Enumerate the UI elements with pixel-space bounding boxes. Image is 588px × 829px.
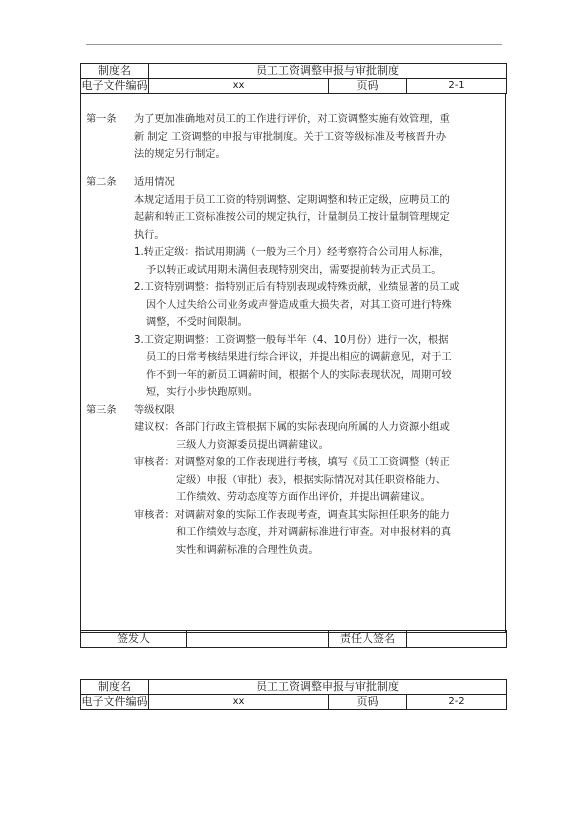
article2-item3-line: 员工的日常考核结果进行综合评议，并提出相应的调薪意见，对于工	[146, 352, 452, 363]
article1-line: 为了更加准确地对员工的工作进行评价，对工资调整实施有效管理，重	[134, 114, 450, 125]
article3-item2-line: 定级）申报（审批）表》，根据实际情况对其任职资格能力、	[176, 474, 446, 486]
label-policy-name: 制度名	[81, 680, 149, 695]
page1-header-table	[80, 63, 507, 94]
article1-label: 第一条	[86, 114, 117, 125]
top-rule	[86, 44, 502, 45]
signature-table	[80, 630, 507, 648]
article2-item2-line: 调整，不受时间限制。	[146, 317, 248, 328]
article2-item3-line: 作不到一年的新员工调薪时间，根据个人的实际表现状况，周期可较	[146, 369, 452, 381]
policy-title: 员工工资调整申报与审批制度	[149, 680, 507, 695]
page2-header-table	[80, 679, 507, 710]
label-policy-name: 制度名	[81, 64, 149, 79]
page-number: 2-1	[407, 79, 507, 94]
label-page-number: 页码	[329, 695, 407, 710]
article2-heading: 适用情况	[134, 177, 175, 188]
article2-item2-line: 2.工资特别调整：指特别正后有特别表现或特殊贡献，业绩显著的员工或	[134, 282, 460, 293]
article3-item1-line: 三级人力资源委员提出调薪建议。	[176, 439, 329, 451]
article1-line: 法的规定另行制定。	[134, 149, 226, 160]
responsible-signature-label: 责任人签名	[329, 631, 407, 648]
article3-label: 第三条	[86, 404, 117, 416]
article3-item3-line: 和工作绩效与态度，并对调薪标准进行审查。对申报材料的真	[176, 527, 452, 538]
article2-intro-line: 起薪和转正工资标准按公司的规定执行，计量制员工按计量制管理规定	[134, 212, 450, 223]
article1-line: 新 制定 工资调整的申报与审批制度。关于工资等级标准及考核晋升办	[134, 131, 447, 143]
article3-item2-line: 工作绩效、劳动态度等方面作出评价，并提出调薪建议。	[176, 492, 431, 503]
article2-item1-line: 予以转正或试用期未满但表现特别突出，需要提前转为正式员工。	[146, 264, 442, 276]
policy-title: 员工工资调整申报与审批制度	[149, 64, 507, 79]
page-number: 2-2	[407, 695, 507, 710]
article2-item3-line: 3.工资定期调整：工资调整一般每半年（4、10月份）进行一次，根据	[134, 334, 449, 346]
file-code: xx	[149, 695, 329, 710]
article3-item3-line: 实性和调薪标准的合理性负责。	[176, 544, 319, 556]
file-code: xx	[149, 79, 329, 94]
label-file-code: 电子文件编码	[81, 79, 148, 92]
article2-item3-line: 短，实行小步快跑原则。	[146, 387, 259, 398]
article3-item1-line: 建议权：各部门行政主管根据下属的实际表现向所属的人力资源小组或	[134, 422, 450, 433]
article3-item3-line: 审核者：对调薪对象的实际工作表现考查，调查其实际担任职务的能力	[134, 509, 450, 521]
responsible-signature-field[interactable]	[407, 631, 507, 648]
article2-intro-line: 本规定适用于员工工资的特别调整、定期调整和转正定级，应聘员工的	[134, 194, 450, 206]
signer-field[interactable]	[187, 631, 329, 648]
article2-intro-line: 执行。	[134, 229, 165, 241]
article2-item1-line: 1.转正定级：指试用期满（一般为三个月）经考察符合公司用人标准，	[134, 247, 450, 258]
article2-item2-line: 因个人过失给公司业务或声誉造成重大损失者，对其工资可进行特殊	[146, 299, 452, 311]
article2-label: 第二条	[86, 177, 117, 188]
signer-label: 签发人	[81, 631, 187, 648]
label-file-code: 电子文件编码	[81, 695, 148, 708]
label-page-number: 页码	[329, 79, 407, 94]
article3-item2-line: 审核者：对调整对象的工作表现进行考核，填写《员工工资调整（转正	[134, 457, 450, 468]
article3-heading: 等级权限	[134, 404, 175, 416]
